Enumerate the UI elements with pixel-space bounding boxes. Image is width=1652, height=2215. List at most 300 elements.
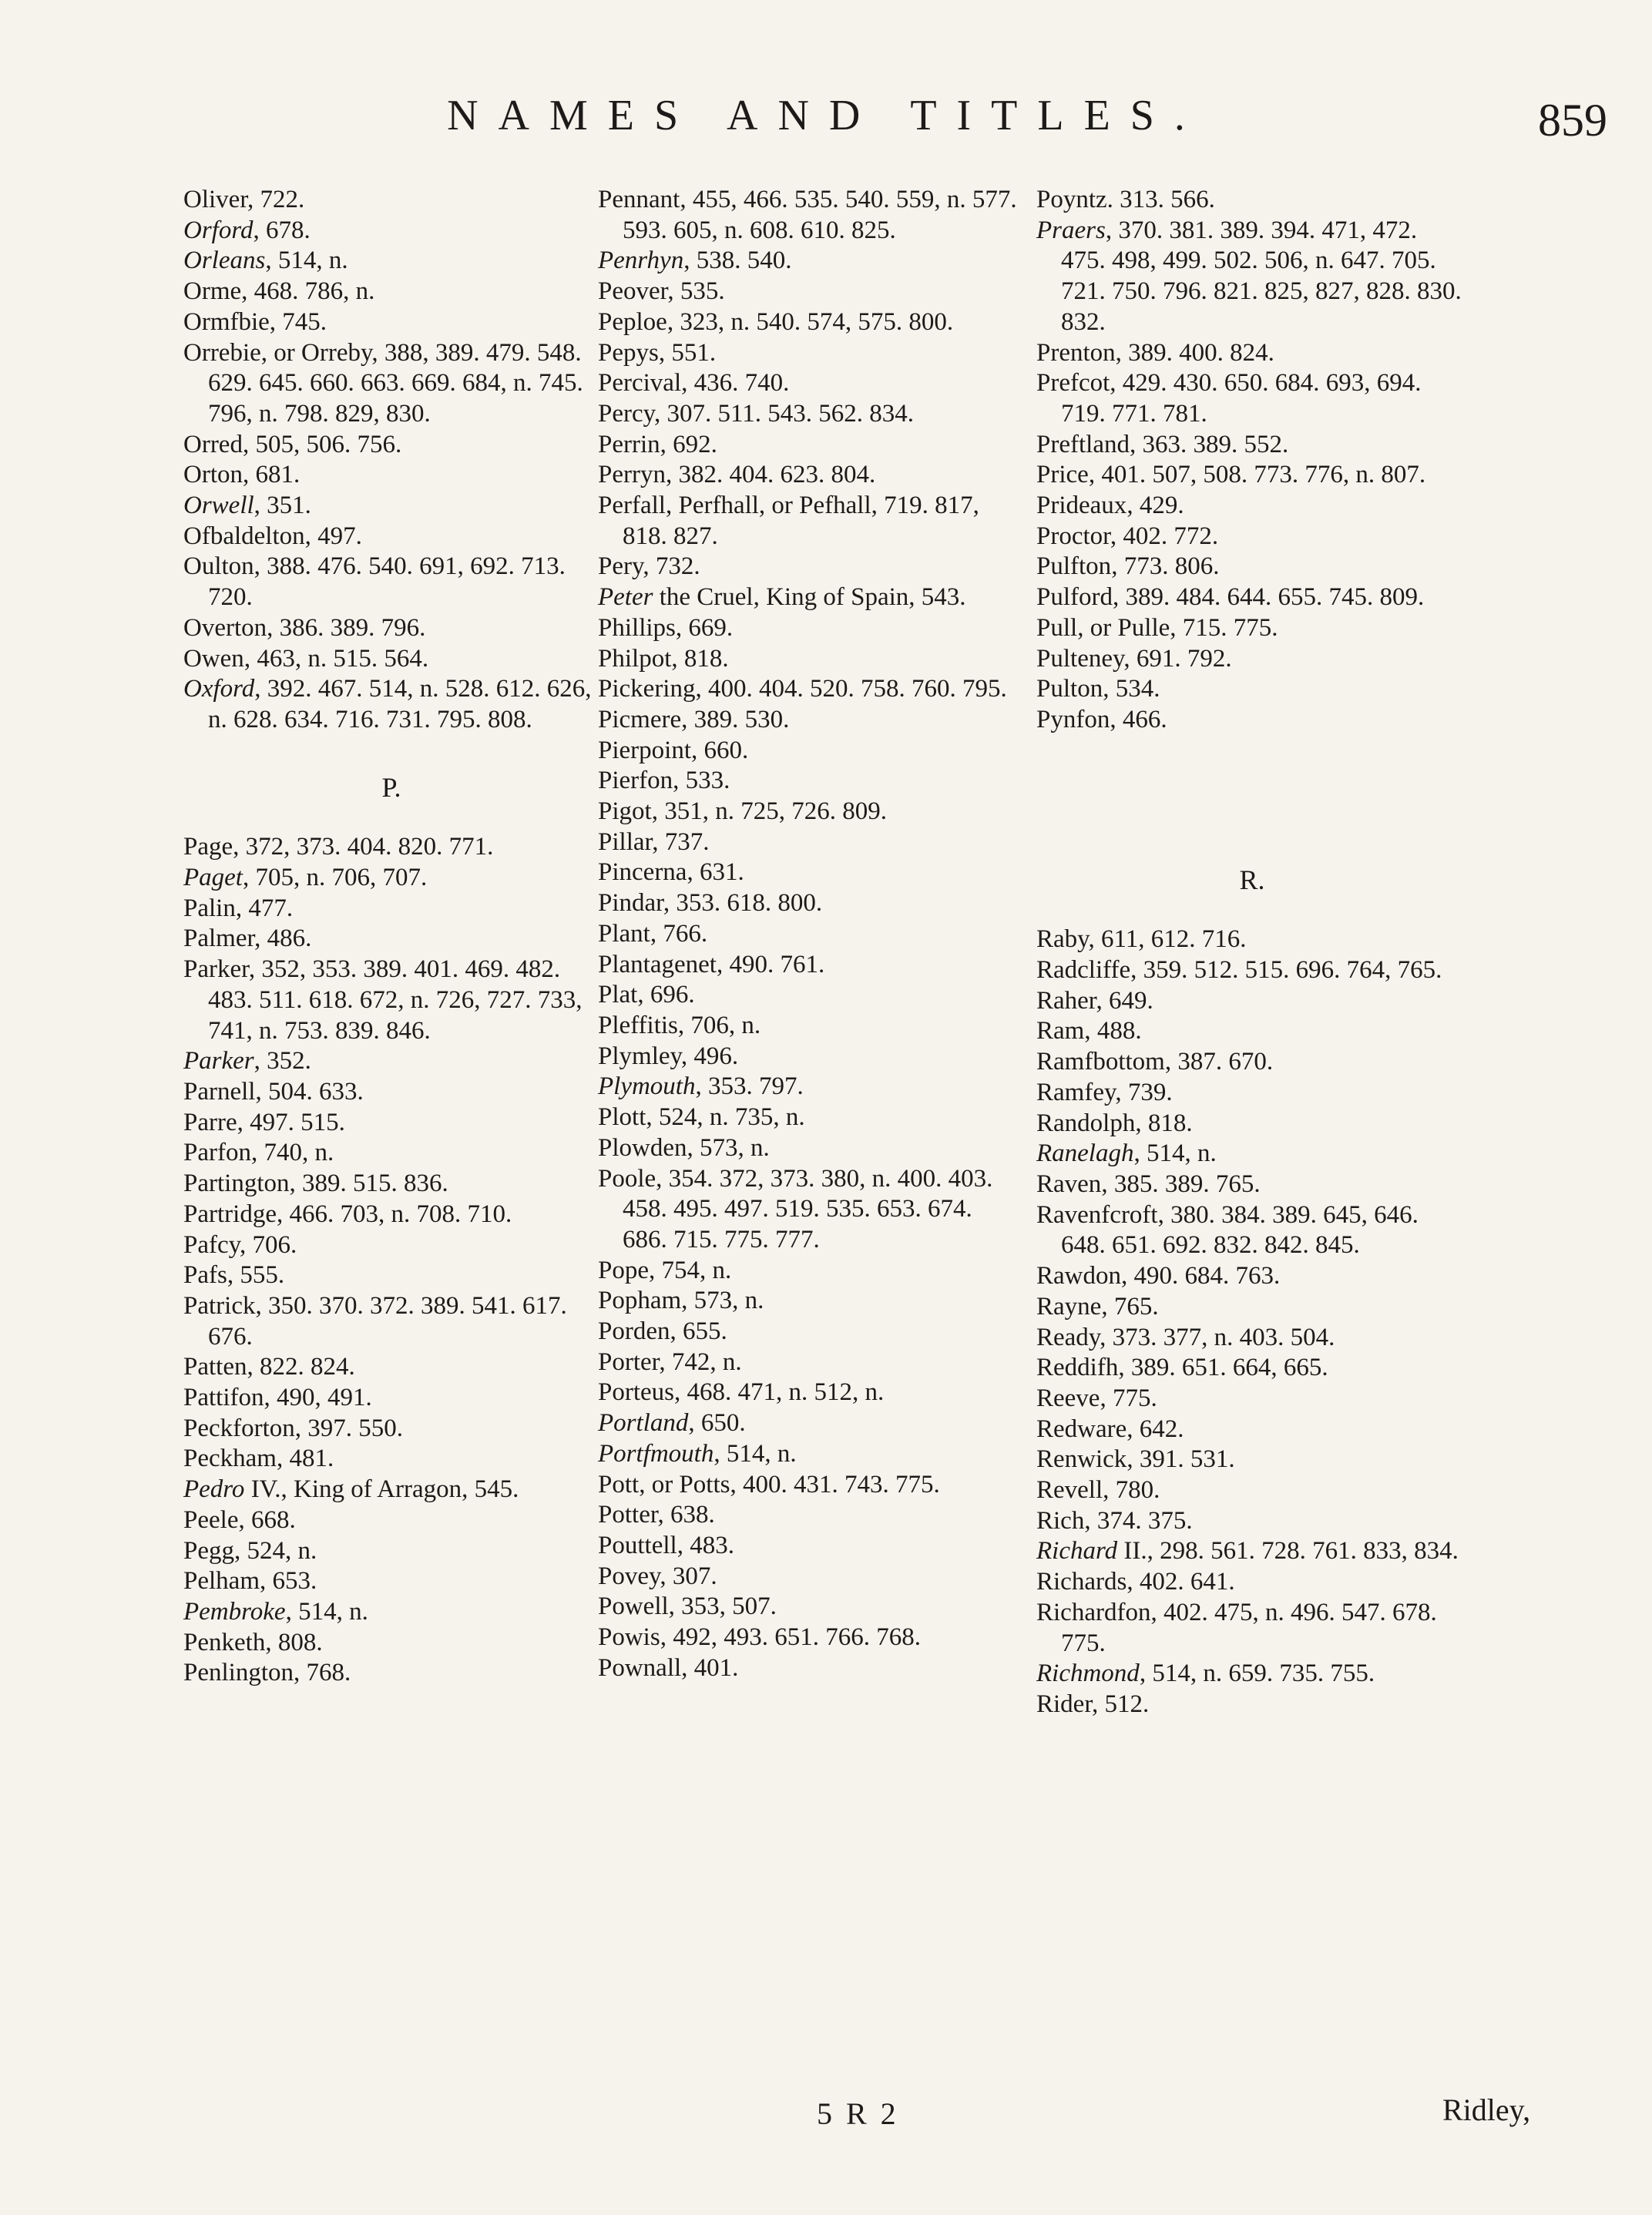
entry-page-refs: , 504. 633. — [255, 1077, 364, 1106]
entry-page-refs: , 389. 515. 836. — [289, 1170, 448, 1198]
entry-name: Plymley — [598, 1042, 681, 1070]
index-entry — [1036, 460, 1468, 491]
index-entry — [598, 1500, 1018, 1531]
entry-name: Price — [1036, 461, 1089, 489]
index-entry — [183, 1383, 599, 1414]
index-entry — [598, 1256, 1018, 1287]
index-entry — [1036, 925, 1468, 955]
entry-name: Orwell — [183, 492, 254, 520]
entry-page-refs: , 768. — [294, 1659, 351, 1687]
index-column-1 — [183, 185, 599, 1689]
index-entry — [598, 399, 1018, 430]
entry-page-refs: , 388, 389. 479. 548. 629. 645. 660. 663. 669. 684, n. 745. 796, n. 798. 829, 830. — [208, 338, 583, 428]
index-entry — [598, 1531, 1018, 1562]
entry-name: Ravenfcroft — [1036, 1200, 1158, 1229]
entry-page-refs: , 492, 493. 651. 766. 768. — [660, 1623, 921, 1652]
catchword: Ridley, — [1442, 2093, 1531, 2127]
entry-name: Orred — [183, 430, 243, 458]
signature-mark: 5 R 2 — [817, 2096, 899, 2131]
entry-name: Poyntz — [1036, 186, 1107, 213]
index-entry — [1036, 1659, 1468, 1690]
index-entry — [183, 1475, 599, 1505]
entry-page-refs: , 468. 786, n. — [241, 277, 375, 306]
entry-name: Richardfon — [1036, 1598, 1151, 1626]
entry-page-refs: , 653. — [259, 1567, 317, 1596]
entry-name: Pelham — [183, 1567, 260, 1596]
entry-name: Rawdon — [1036, 1262, 1121, 1290]
entry-page-refs: , 354. 372, 373. 380, n. 400. 403. 458. 495. 497. 519. 535. 653. 674. 686. 715. 775. 777. — [623, 1164, 993, 1253]
index-entry — [1036, 430, 1468, 461]
entry-name: Peploe — [598, 307, 667, 336]
index-entry — [183, 863, 599, 894]
entry-page-refs: , 765. — [1101, 1292, 1159, 1321]
entry-page-refs: , 466. — [1110, 705, 1167, 733]
entry-name: Perfall, Perfhall, or Pefhall — [598, 492, 871, 520]
entry-page-refs: , 642. — [1127, 1415, 1184, 1443]
entry-name: Raven — [1036, 1170, 1102, 1198]
index-entry — [598, 980, 1018, 1011]
index-entry — [598, 1317, 1018, 1347]
entry-page-refs: , 402. 475, n. 496. 547. 678. 775. — [1061, 1598, 1437, 1657]
index-entry — [598, 307, 1018, 338]
entry-page-refs: , 524, n. 735, n. — [646, 1103, 805, 1132]
entry-page-refs: , 402. 641. — [1127, 1568, 1235, 1596]
index-entry — [1036, 491, 1468, 522]
entry-page-refs: , 538. 540. — [683, 247, 792, 275]
entry-name: Pincerna — [598, 858, 687, 887]
entry-page-refs: , 380. 384. 389. 645, 646. 648. 651. 692. 832. 842. 845. — [1061, 1200, 1419, 1260]
index-entry — [1036, 1200, 1468, 1261]
entry-page-refs: , 307. — [660, 1562, 717, 1590]
entry-name: Radcliffe — [1036, 956, 1131, 985]
index-entry — [598, 430, 1018, 461]
index-entry — [598, 705, 1018, 736]
entry-name: Ramfbottom — [1036, 1048, 1165, 1076]
index-entry — [598, 857, 1018, 888]
index-entry — [183, 1566, 599, 1597]
entry-page-refs: , 706. — [240, 1230, 297, 1259]
index-entry — [1036, 1475, 1468, 1506]
entry-page-refs: , 822. 824. — [247, 1353, 355, 1381]
entry-page-refs: , 389. 530. — [681, 705, 790, 733]
entry-page-refs: , 732. — [643, 552, 700, 581]
entry-name: Penlington — [183, 1659, 294, 1687]
entry-name: Pownall — [598, 1653, 682, 1682]
index-entry — [183, 1108, 599, 1139]
index-entry — [1036, 1506, 1468, 1537]
entry-page-refs: , 402. 772. — [1110, 522, 1219, 550]
index-entry — [598, 552, 1018, 582]
index-entry — [183, 216, 599, 247]
entry-page-refs: , 497. — [304, 522, 362, 550]
entry-name: Prefcot — [1036, 369, 1110, 398]
entry-page-refs: , 351, n. 725, 726. 809. — [651, 797, 887, 826]
entry-name: Pulteney — [1036, 644, 1124, 673]
entry-page-refs: , 705, n. 706, 707. — [242, 864, 428, 892]
entry-page-refs: , 400. 404. 520. 758. 760. 795. — [695, 675, 1007, 703]
entry-name: Preftland — [1036, 430, 1130, 458]
index-entry — [183, 1352, 599, 1383]
entry-page-refs: , 706, n. — [677, 1011, 761, 1039]
entry-page-refs: , 650. — [688, 1409, 746, 1438]
index-entry — [183, 1169, 599, 1200]
entry-name: Pulford — [1036, 583, 1113, 612]
index-entry — [598, 491, 1018, 552]
section-letter: P. — [381, 771, 401, 803]
index-entry — [183, 1597, 599, 1628]
entry-page-refs: , 352, 353. 389. 401. 469. 482. 483. 511. 618. 672, n. 726, 727. 733, 741, n. 753. 839. 846. — [208, 955, 583, 1045]
entry-page-refs: , 655. — [670, 1317, 727, 1346]
entry-page-refs: , 512. — [1092, 1690, 1150, 1718]
index-entry — [598, 1592, 1018, 1623]
entry-page-refs: , 745. — [269, 307, 327, 336]
entry-page-refs: , 363. 389. 552. — [1129, 430, 1289, 458]
entry-name: Orme — [183, 277, 242, 306]
entry-page-refs: , 490. 761. — [716, 950, 825, 978]
index-entry — [1036, 552, 1468, 582]
index-entry — [183, 277, 599, 307]
entry-page-refs: , 374. 375. — [1084, 1506, 1193, 1535]
entry-name: Pennant — [598, 186, 680, 213]
entry-name: Pulton — [1036, 675, 1103, 703]
entry-name: Pull, or Pulle — [1036, 613, 1170, 642]
entry-name: Poole — [598, 1164, 656, 1193]
entry-page-refs: , 386. 389. 796. — [267, 613, 426, 642]
entry-name: Patrick — [183, 1291, 256, 1320]
entry-name: Randolph — [1036, 1109, 1136, 1137]
index-entry — [183, 246, 599, 277]
entry-page-refs: , 722. — [247, 186, 305, 213]
entry-page-refs: , 691. 792. — [1123, 644, 1232, 673]
entry-page-refs: , 715. 775. — [1170, 613, 1278, 642]
entry-name: Penketh — [183, 1628, 266, 1656]
index-entry — [183, 1230, 599, 1261]
entry-name: Pembroke — [183, 1597, 286, 1626]
index-entry — [183, 644, 599, 675]
index-entry — [183, 1200, 599, 1230]
entry-page-refs: , 573, n. — [681, 1287, 764, 1315]
entry-name: Pouttell — [598, 1531, 677, 1559]
entry-name: Percival — [598, 369, 682, 398]
entry-name: Page — [183, 833, 233, 861]
index-entry — [1036, 1078, 1468, 1109]
index-entry — [1036, 955, 1468, 986]
entry-page-refs: , 696. — [637, 981, 695, 1009]
entry-page-refs: , 353. 618. 800. — [663, 889, 823, 918]
index-entry — [598, 797, 1018, 827]
entry-page-refs: , 389. 651. 664, 665. — [1118, 1354, 1328, 1382]
entry-name: Raher — [1036, 986, 1096, 1015]
entry-name: Palin — [183, 894, 236, 922]
entry-page-refs: , 353. 797. — [695, 1072, 804, 1101]
index-entry — [183, 613, 599, 644]
entry-name: Palmer — [183, 925, 255, 953]
index-entry — [598, 674, 1018, 705]
entry-page-refs: , 742, n. — [659, 1347, 742, 1376]
index-column-2 — [598, 185, 1018, 1683]
index-entry — [183, 338, 599, 430]
entry-name: Pery — [598, 552, 643, 581]
index-entry — [1036, 613, 1468, 644]
entry-name: Renwick — [1036, 1445, 1127, 1474]
entry-page-refs: , 719. 817, 818. 827. — [623, 492, 979, 550]
entry-page-refs: , 351. — [254, 492, 311, 520]
index-entry — [183, 1536, 599, 1567]
entry-name: Rider — [1036, 1690, 1092, 1718]
entry-page-refs: , 370. 381. 389. 394. 471, 472. 475. 498, 499. 502. 506, n. 647. 705. 721. 750. 796. 821. 825, 827, 828. 830. 832. — [1061, 216, 1462, 336]
entry-name: Reddifh — [1036, 1354, 1119, 1382]
entry-name: Popham — [598, 1287, 682, 1315]
entry-name: Parfon — [183, 1139, 251, 1167]
index-entry — [1036, 522, 1468, 552]
entry-page-refs: , 649. — [1096, 986, 1153, 1015]
entry-page-refs: , 401. 507, 508. 773. 776, n. 807. — [1088, 461, 1426, 489]
entry-page-refs: , 740, n. — [250, 1139, 334, 1167]
index-entry — [183, 1260, 599, 1291]
entry-page-refs: , 490. 684. 763. — [1121, 1262, 1281, 1290]
entry-name: Pattifon — [183, 1384, 264, 1412]
entry-name: Plowden — [598, 1133, 687, 1162]
index-entry — [1036, 1323, 1468, 1354]
index-entry — [1036, 674, 1468, 705]
index-entry — [598, 1378, 1018, 1408]
index-entry — [598, 246, 1018, 277]
index-entry — [1036, 338, 1468, 369]
entry-name: Peele — [183, 1505, 239, 1534]
entry-page-refs: , 455, 466. 535. 540. 559, n. 577. 593. 605, n. 608. 610. 825. — [623, 186, 1017, 244]
entry-page-refs: , 766. — [650, 919, 708, 948]
index-entry — [183, 552, 599, 612]
index-entry — [183, 894, 599, 925]
entry-name: Penrhyn — [598, 247, 684, 275]
index-entry — [598, 1164, 1018, 1256]
index-entry — [1036, 582, 1468, 613]
entry-page-refs: , 775. — [1100, 1384, 1157, 1412]
entry-name: Ormfbie — [183, 307, 270, 336]
entry-page-refs: , 514, n. — [285, 1597, 368, 1626]
entry-name: Parker — [183, 1047, 254, 1076]
index-entry — [183, 1077, 599, 1108]
entry-name: Philpot — [598, 644, 672, 673]
entry-name: Peckham — [183, 1445, 277, 1473]
index-entry — [598, 460, 1018, 491]
index-column-3 — [1036, 185, 1468, 1720]
index-entry — [598, 1072, 1018, 1102]
entry-page-refs: , 323, n. 540. 574, 575. 800. — [667, 307, 954, 336]
entry-page-refs: , 573, n. — [687, 1133, 770, 1162]
entry-name: Parker — [183, 955, 249, 984]
entry-page-refs: , 352. — [254, 1047, 311, 1076]
index-entry — [598, 766, 1018, 797]
entry-name: Pafs — [183, 1261, 227, 1290]
entry-page-refs: , 669. — [675, 613, 734, 642]
index-entry — [1036, 1292, 1468, 1323]
index-entry — [183, 185, 599, 216]
entry-page-refs: , 477. — [235, 894, 294, 922]
entry-name: Porteus — [598, 1378, 674, 1407]
entry-name: Pepys — [598, 338, 659, 367]
entry-name: Pillar — [598, 827, 653, 856]
index-entry — [183, 1658, 599, 1689]
index-entry — [598, 1470, 1018, 1501]
entry-name: Prideaux — [1036, 492, 1127, 520]
entry-name: Richard — [1036, 1537, 1118, 1566]
entry-page-refs: II., 298. 561. 728. 761. 833, 834. — [1117, 1537, 1459, 1566]
section-letter: R. — [1239, 864, 1265, 895]
index-entry — [183, 1291, 599, 1352]
index-entry — [1036, 1384, 1468, 1415]
index-entry — [1036, 1016, 1468, 1047]
entry-page-refs: , 488. — [1084, 1017, 1142, 1045]
entry-page-refs: , 534. — [1103, 675, 1160, 703]
entry-name: Pope — [598, 1256, 649, 1284]
entry-page-refs: , 611, 612. 716. — [1088, 925, 1247, 954]
index-entry — [1036, 705, 1468, 736]
index-entry — [598, 368, 1018, 399]
index-entry — [1036, 986, 1468, 1017]
entry-name: Orford — [183, 216, 254, 244]
entry-page-refs: , 514, n. 659. 735. 755. — [1139, 1660, 1375, 1688]
entry-name: Picmere — [598, 705, 682, 733]
entry-name: Proctor — [1036, 522, 1110, 550]
entry-name: Percy — [598, 399, 654, 428]
entry-page-refs: , 483. — [677, 1531, 734, 1559]
entry-page-refs: , 429. 430. 650. 684. 693, 694. 719. 771. 781. — [1061, 369, 1422, 428]
index-entry — [598, 644, 1018, 675]
entry-page-refs: , 818. — [1135, 1109, 1193, 1137]
entry-page-refs: IV., King of Arragon, 545. — [244, 1475, 519, 1504]
running-header: NAMES AND TITLES. — [447, 92, 1205, 139]
entry-name: Partington — [183, 1170, 290, 1198]
entry-page-refs: , 389. 400. 824. — [1115, 338, 1274, 367]
entry-name: Raby — [1036, 925, 1089, 954]
entry-page-refs: , 397. 550. — [294, 1414, 404, 1442]
index-entry — [598, 1653, 1018, 1684]
index-entry — [1036, 1109, 1468, 1139]
index-entry — [183, 430, 599, 461]
entry-name: Redware — [1036, 1415, 1127, 1443]
index-entry — [1036, 644, 1468, 675]
index-entry — [598, 185, 1018, 246]
entry-name: Plantagenet — [598, 950, 717, 978]
entry-name: Orton — [183, 461, 243, 489]
entry-name: Plant — [598, 919, 650, 948]
entry-name: Powis — [598, 1623, 660, 1652]
entry-name: Pegg — [183, 1536, 234, 1565]
entry-name: Potter — [598, 1501, 658, 1529]
entry-name: Orleans — [183, 247, 266, 275]
index-entry — [598, 1347, 1018, 1378]
index-entry — [598, 1408, 1018, 1439]
entry-page-refs: , 400. 431. 743. 775. — [730, 1470, 940, 1498]
index-entry — [598, 613, 1018, 644]
entry-name: Prenton — [1036, 338, 1116, 367]
entry-name: Phillips — [598, 613, 676, 642]
entry-page-refs: , 535. — [667, 277, 725, 306]
entry-name: Porden — [598, 1317, 670, 1346]
entry-name: Peter — [598, 583, 653, 612]
index-entry — [1036, 1170, 1468, 1200]
entry-name: Rayne — [1036, 1292, 1102, 1321]
entry-page-refs: , 638. — [657, 1501, 715, 1529]
index-entry — [1036, 368, 1468, 429]
entry-page-refs: , 737. — [652, 827, 710, 856]
entry-page-refs: , 436. 740. — [681, 369, 790, 398]
entry-page-refs: , 496. — [680, 1042, 739, 1070]
index-entry — [598, 1133, 1018, 1164]
index-entry — [1036, 1536, 1468, 1567]
entry-page-refs: , 692. — [660, 430, 717, 458]
entry-name: Oxford — [183, 675, 255, 703]
entry-page-refs: , 481. — [276, 1445, 334, 1473]
entry-name: Oliver — [183, 186, 247, 213]
entry-name: Plott — [598, 1103, 646, 1132]
entry-page-refs: , 359. 512. 515. 696. 764, 765. — [1130, 956, 1442, 985]
entry-name: Plat — [598, 981, 638, 1009]
index-entry — [1036, 185, 1468, 216]
entry-name: Peckforton — [183, 1414, 295, 1442]
entry-name: Pynfon — [1036, 705, 1110, 733]
index-entry — [598, 338, 1018, 369]
entry-page-refs: , 773. 806. — [1111, 552, 1220, 581]
entry-name: Pickering — [598, 675, 696, 703]
entry-page-refs: , 466. 703, n. 708. 710. — [276, 1200, 512, 1228]
entry-page-refs: the Cruel, King of Spain, 543. — [653, 583, 966, 612]
entry-name: Pierfon — [598, 767, 673, 795]
entry-page-refs: , 533. — [673, 767, 730, 795]
entry-page-refs: , 391. 531. — [1127, 1445, 1235, 1474]
index-entry — [598, 1439, 1018, 1470]
entry-page-refs: , 382. 404. 623. 804. — [665, 461, 876, 489]
index-entry — [183, 1444, 599, 1475]
index-entry — [598, 919, 1018, 950]
index-entry — [1036, 1139, 1468, 1170]
entry-page-refs: , 668. — [238, 1505, 296, 1534]
entry-page-refs: , 631. — [687, 858, 744, 887]
entry-page-refs: , 429. — [1127, 492, 1184, 520]
entry-name: Ramfey — [1036, 1078, 1116, 1106]
index-entry — [598, 827, 1018, 858]
entry-name: Paget — [183, 864, 243, 892]
page-number: 859 — [1538, 95, 1607, 146]
entry-page-refs: . 313. 566. — [1106, 186, 1215, 213]
entry-name: Ranelagh — [1036, 1139, 1134, 1168]
index-entry — [598, 1102, 1018, 1133]
entry-page-refs: , 497. 515. — [237, 1108, 345, 1136]
entry-name: Pott, or Potts — [598, 1470, 730, 1498]
entry-page-refs: , 401. — [681, 1653, 739, 1682]
index-entry — [183, 1414, 599, 1445]
index-entry — [1036, 1415, 1468, 1445]
entry-name: Povey — [598, 1562, 660, 1590]
entry-page-refs: , 392. 467. 514, n. 528. 612. 626, n. 628. 634. 716. 731. 795. 808. — [208, 675, 592, 733]
entry-name: Pulfton — [1036, 552, 1112, 581]
index-entry — [598, 277, 1018, 307]
entry-page-refs: , 389. 484. 644. 655. 745. 809. — [1113, 583, 1425, 612]
entry-page-refs: , 388. 476. 540. 691, 692. 713. 720. — [208, 552, 566, 612]
entry-name: Portland — [598, 1409, 689, 1438]
entry-name: Pindar — [598, 889, 663, 918]
index-entry — [183, 955, 599, 1046]
entry-name: Orrebie, or Orreby — [183, 338, 372, 367]
index-entry — [1036, 1047, 1468, 1078]
entry-page-refs: , 514, n. — [265, 247, 348, 275]
entry-name: Pedro — [183, 1475, 245, 1504]
entry-page-refs: , 524, n. — [234, 1536, 317, 1565]
entry-page-refs: , 739. — [1115, 1078, 1173, 1106]
entry-name: Pleffitis — [598, 1011, 678, 1039]
entry-name: Ofbaldelton — [183, 522, 305, 550]
